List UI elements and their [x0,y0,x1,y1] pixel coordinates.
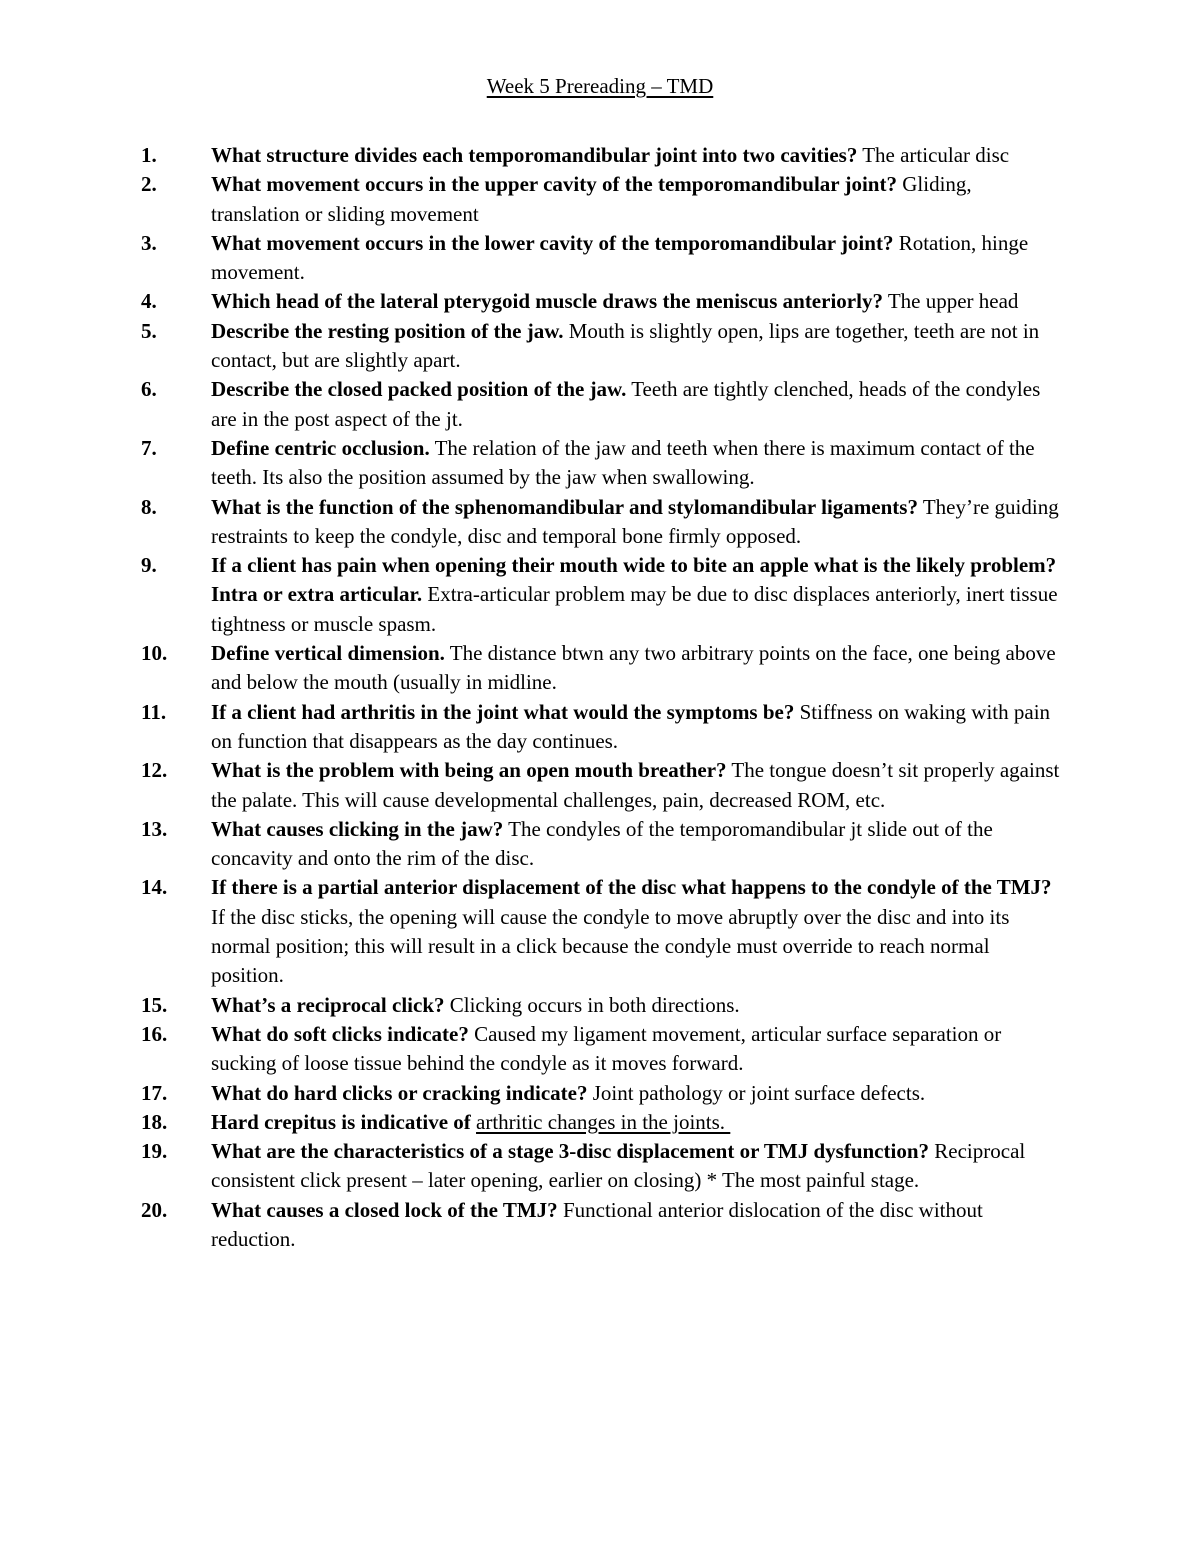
document-title: Week 5 Prereading – TMD [486,74,714,98]
question-text: If a client had arthritis in the joint what would the symptoms be? [211,699,795,724]
question-item [0,229,1200,288]
question-number: 7. [141,435,157,460]
answer-text: The tongue doesn’t sit properly against the palate. This will cause developmental challenges, pain, decreased ROM, etc. [211,758,1060,812]
question-item [0,991,1200,1020]
question-number: 1. [141,143,157,167]
answer-text: Clicking occurs in both directions. [444,992,740,1017]
question-number: 18. [141,1109,168,1134]
question-number: 8. [141,494,157,519]
question-item [0,551,1200,639]
question-item [0,1137,1200,1196]
question-number: 2. [141,172,157,197]
question-item [0,815,1200,874]
question-text: What is the function of the sphenomandibular and stylomandibular ligaments? [211,494,918,519]
answer-text: The condyles of the temporomandibular jt slide out of the concavity and onto the rim of the disc. [211,816,993,871]
question-item [0,639,1200,698]
question-text: If a client has pain when opening their mouth wide to bite an apple what is the likely problem? Intra or extra articular. [211,553,1057,607]
answer-text: The relation of the jaw and teeth when there is maximum contact of the teeth. Its also the position assumed by the jaw when swallowing. [211,435,1035,490]
answer-text: Stiffness on waking with pain on function that disappears as the day continues. [211,699,1051,753]
answer-text: Mouth is slightly open, lips are together, teeth are not in contact, but are slightly apart. [211,318,1040,373]
answer-text: arthritic changes in the joints. [476,1109,731,1134]
question-number: 4. [141,289,157,314]
question-text: What do hard clicks or cracking indicate? [211,1080,588,1105]
question-item [0,434,1200,493]
question-text: What is the problem with being an open mouth breather? [211,758,727,783]
answer-text: The upper head [882,289,1019,314]
question-item [0,873,1200,990]
question-text: What movement occurs in the lower cavity of the temporomandibular joint? [211,230,894,255]
question-number: 10. [141,641,168,666]
question-number: 19. [141,1139,168,1164]
question-number: 14. [141,875,168,900]
answer-text: Gliding, translation or sliding movement [211,172,972,226]
question-text: Hard crepitus is indicative of [211,1109,471,1134]
answer-text: They’re guiding restraints to keep the condyle, disc and temporal bone firmly opposed. [211,494,1059,548]
answer-text: Caused my ligament movement, articular surface separation or sucking of loose tissue behind the condyle as it moves forward. [211,1021,1002,1076]
question-item [0,1020,1200,1079]
question-item [0,170,1200,229]
answer-text: Extra-articular problem may be due to disc displaces anteriorly, inert tissue tightness or muscle spasm. [211,582,1058,636]
question-number: 9. [141,553,157,578]
question-text: What causes a closed lock of the TMJ? [211,1197,558,1222]
answer-text: Reciprocal consistent click present – later opening, earlier on closing) * The most painful stage. [211,1139,1026,1193]
question-item [0,1079,1200,1108]
question-text: What structure divides each temporomandibular joint into two cavities? [211,143,858,167]
question-text: What movement occurs in the upper cavity of the temporomandibular joint? [211,172,897,197]
answer-text: Teeth are tightly clenched, heads of the condyles are in the post aspect of the jt. [211,377,1041,431]
question-text: Define centric occlusion. [211,435,430,460]
question-number: 12. [141,758,168,783]
question-item [0,493,1200,552]
question-text: What are the characteristics of a stage 3-disc displacement or TMJ dysfunction? [211,1139,930,1164]
question-text: Which head of the lateral pterygoid muscle draws the meniscus anteriorly? [211,289,883,314]
question-text: What causes clicking in the jaw? [211,816,504,841]
question-number: 6. [141,377,157,402]
question-number: 3. [141,230,157,255]
answer-text: Joint pathology or joint surface defects. [587,1080,926,1105]
question-item [0,375,1200,434]
question-number: 5. [141,318,157,343]
answer-text: Functional anterior dislocation of the disc without reduction. [211,1197,983,1251]
question-list [0,141,1200,1254]
question-text: What do soft clicks indicate? [211,1021,469,1046]
question-number: 15. [141,992,168,1017]
question-item [0,756,1200,815]
question-number: 17. [141,1080,168,1105]
question-text: What’s a reciprocal click? [211,992,445,1017]
answer-text: The distance btwn any two arbitrary points on the face, one being above and below the mouth (usually in midline. [211,641,1056,695]
question-number: 13. [141,816,168,841]
question-item [0,141,1200,170]
answer-text: If the disc sticks, the opening will cause the condyle to move abruptly over the disc and into its normal position; this will result in a click because the condyle must override to reach normal position. [211,904,1010,988]
question-item [0,317,1200,376]
question-item [0,287,1200,316]
question-text: Describe the closed packed position of the jaw. [211,377,627,402]
answer-text: Rotation, hinge movement. [211,230,1029,285]
question-text: Define vertical dimension. [211,641,445,666]
question-text: Describe the resting position of the jaw. [211,318,564,343]
question-item [0,1196,1200,1255]
question-number: 20. [141,1197,168,1222]
question-number: 11. [141,699,167,724]
answer-text: The articular disc [857,143,1010,167]
question-number: 16. [141,1021,168,1046]
question-item [0,698,1200,757]
question-text: If there is a partial anterior displacement of the disc what happens to the condyle of the TMJ? [211,875,1052,900]
question-item [0,1108,1200,1137]
